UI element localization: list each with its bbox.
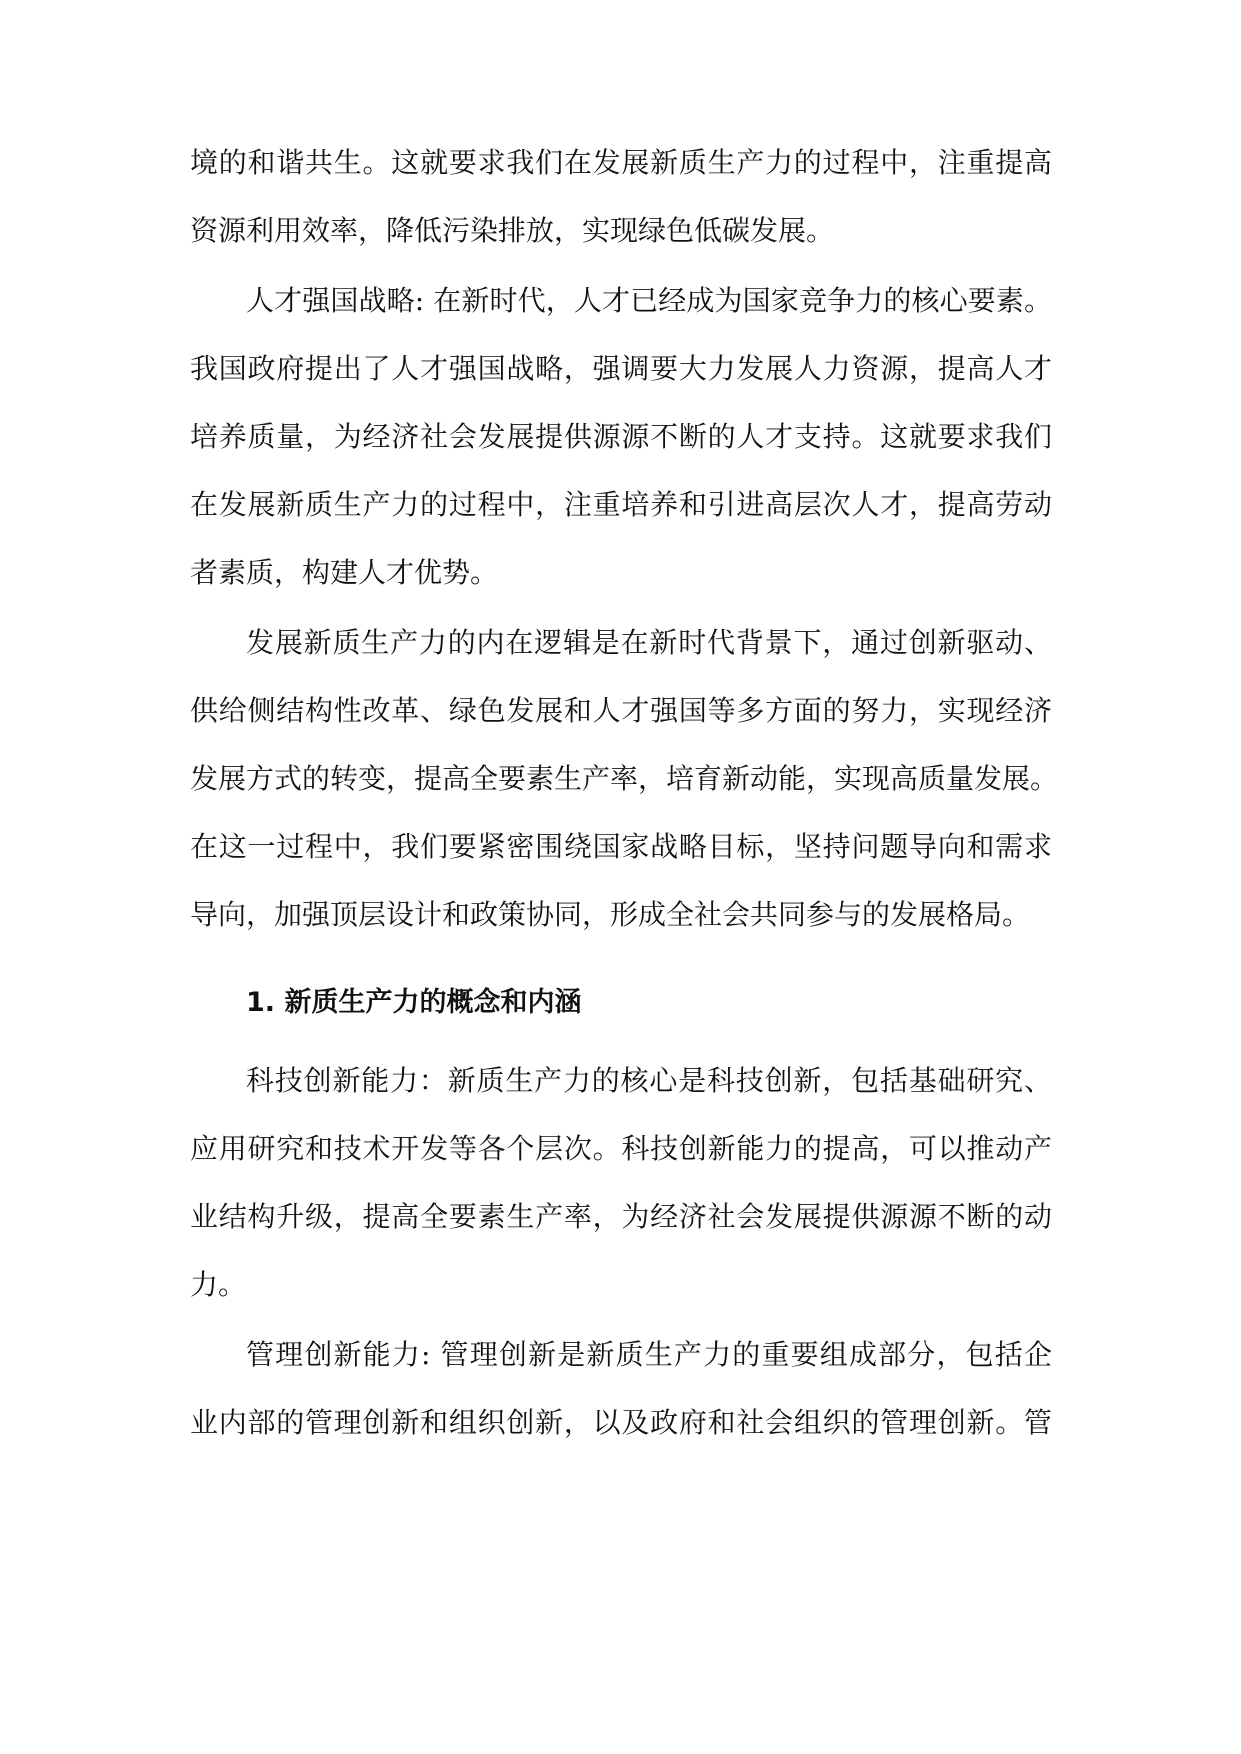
text-line: 导向，加强顶层设计和政策协同，形成全社会共同参与的发展格局。 [190, 898, 1031, 931]
text-line: 境的和谐共生。这就要求我们在发展新质生产力的过程中，注重提高 [190, 146, 1052, 179]
text-line: 管理创新能力: 管理创新是新质生产力的重要组成部分，包括企 [246, 1338, 1052, 1371]
text-line: 人才强国战略: 在新时代，人才已经成为国家竞争力的核心要素。 [246, 284, 1052, 317]
text-line: 力。 [190, 1268, 247, 1301]
text-line: 发展新质生产力的内在逻辑是在新时代背景下，通过创新驱动、 [246, 626, 1052, 659]
text-line: 资源利用效率，降低污染排放，实现绿色低碳发展。 [190, 214, 835, 247]
text-line: 在这一过程中，我们要紧密围绕国家战略目标，坚持问题导向和需求 [190, 830, 1052, 863]
text-line: 发展方式的转变，提高全要素生产率，培育新动能，实现高质量发展。 [190, 762, 1059, 795]
text-line: 业内部的管理创新和组织创新，以及政府和社会组织的管理创新。管 [190, 1406, 1052, 1439]
text-line: 供给侧结构性改革、绿色发展和人才强国等多方面的努力，实现经济 [190, 694, 1052, 727]
text-line: 培养质量，为经济社会发展提供源源不断的人才支持。这就要求我们 [190, 420, 1052, 453]
text-line: 我国政府提出了人才强国战略，强调要大力发展人力资源，提高人才 [190, 352, 1052, 385]
text-line: 应用研究和技术开发等各个层次。科技创新能力的提高，可以推动产 [190, 1132, 1052, 1165]
text-line: 者素质，构建人才优势。 [190, 556, 499, 589]
text-line: 在发展新质生产力的过程中，注重培养和引进高层次人才，提高劳动 [190, 488, 1052, 521]
text-line: 业结构升级，提高全要素生产率，为经济社会发展提供源源不断的动 [190, 1200, 1052, 1233]
section-heading: 1. 新质生产力的概念和内涵 [246, 987, 582, 1018]
text-line: 科技创新能力：新质生产力的核心是科技创新，包括基础研究、 [246, 1064, 1052, 1097]
